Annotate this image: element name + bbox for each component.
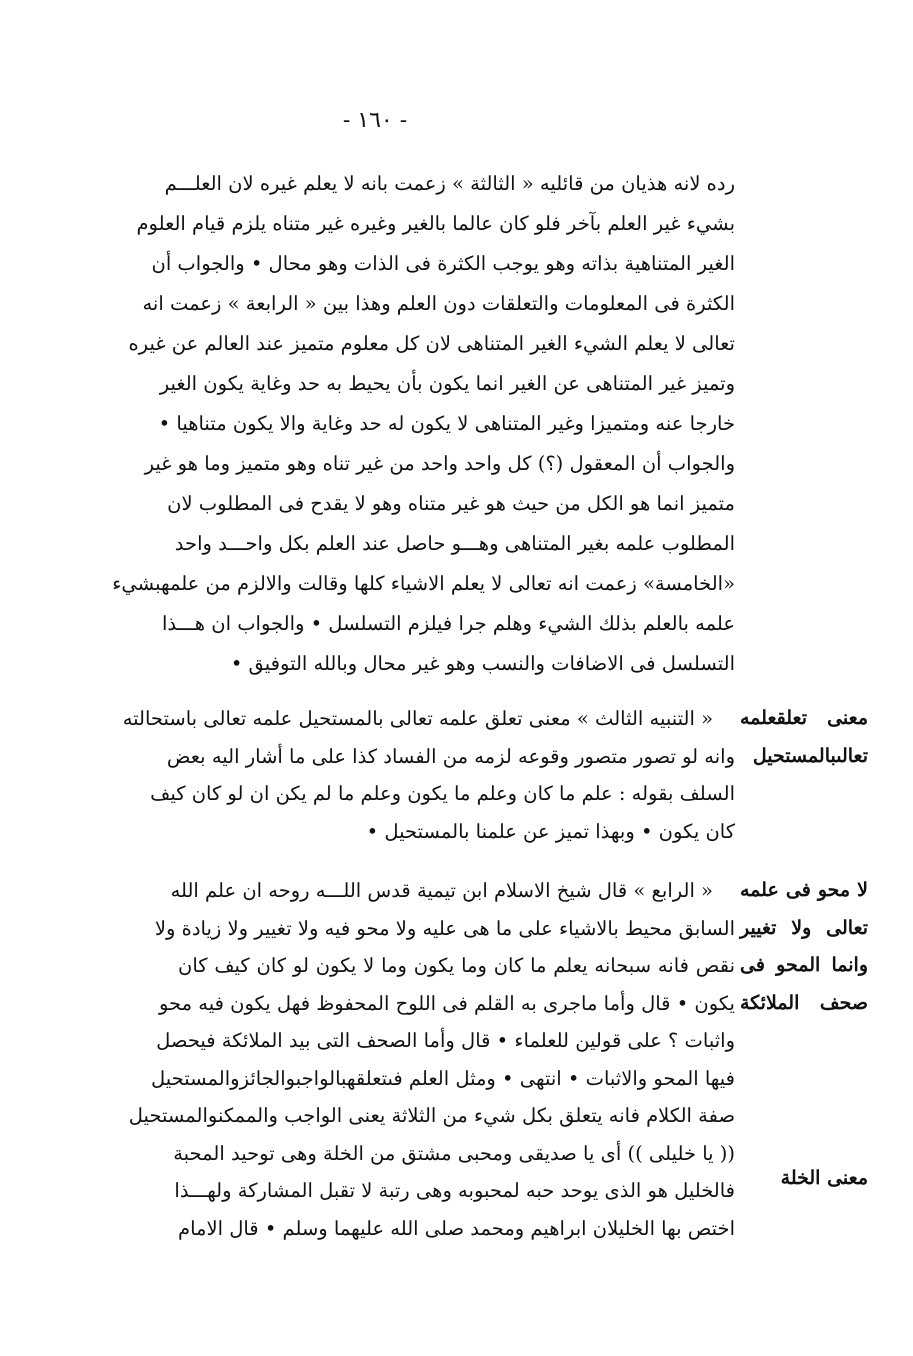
margin-note-line: صحف الملائكة — [740, 991, 868, 1014]
margin-note-line: لا محو فى علمه — [740, 879, 868, 901]
text-line: « التنبيه الثالث » معنى تعلق علمه تعالى بالمستحيل علمه تعالى باستحالته — [122, 707, 713, 730]
margin-note-line: تعالىبالمستحيل — [752, 744, 868, 767]
margin-note-1 — [740, 700, 868, 775]
text-line: التسلسل فى الاضافات والنسب وهو غير محال وبالله التوفيق • — [230, 652, 735, 675]
text-line: نقص فانه سبحانه يعلم ما كان وما يكون وما لا يكون لو كان كيف كان — [178, 954, 735, 977]
text-line: وتميز غير المتناهى عن الغير انما يكون بأن يحيط به حد وغاية يكون الغير — [159, 372, 735, 395]
text-line: فيها المحو والاثبات • انتهى • ومثل العلم فىتعلقهبالواجبوالجائزوالمستحيل — [151, 1066, 735, 1090]
text-line: السابق محيط بالاشياء على ما هى عليه ولا محو فيه ولا تغيير ولا زيادة ولا — [154, 916, 735, 940]
text-line: رده لانه هذيان من قائليه « الثالثة » زعمت بانه لا يعلم غيره لان العلـــم — [164, 172, 735, 195]
text-line: (( يا خليلى )) أى يا صديقى ومحبى مشتق من الخلة وهى توحيد المحبة — [173, 1141, 735, 1165]
page-number: - ١٦٠ - — [342, 108, 408, 133]
text-line: الغير المتناهية بذاته وهو يوجب الكثرة فى الذات وهو محال • والجواب أن — [151, 252, 735, 275]
text-line: « الرابع » قال شيخ الاسلام ابن تيمية قدس اللـــه روحه ان علم الله — [170, 879, 713, 902]
text-line: واثبات ؟ على قولين للعلماء • قال وأما الصحف التى بيد الملائكة فيحصل — [156, 1029, 735, 1052]
paragraph-tanbih-3 — [122, 700, 735, 850]
text-line: والجواب أن المعقول (؟) كل واحد واحد من غير تناه وهو متميز وما هو غير — [144, 452, 735, 475]
text-line: بشيء غير العلم بآخر فلو كان عالما بالغير وغيره غير متناه يلزم قيام العلوم — [136, 212, 735, 235]
margin-note-3 — [740, 1160, 868, 1198]
text-line: تعالى لا يعلم الشيء الغير المتناهى لان كل معلوم متميز عند العالم عن غيره — [128, 332, 735, 355]
text-line: «الخامسة» زعمت انه تعالى لا يعلم الاشياء كلها وقالت والالزم من علمهبشيء — [112, 572, 735, 595]
text-line: متميز انما هو الكل من حيث هو غير متناه وهو لا يقدح فى المطلوب لان — [167, 492, 735, 515]
text-line: صفة الكلام فانه يتعلق بكل شيء من الثلاثة يعنى الواجب والممكنوالمستحيل — [128, 1104, 735, 1127]
margin-note-line: معنى تعلقعلمه — [740, 707, 868, 729]
text-line: علمه بالعلم بذلك الشيء وهلم جرا فيلزم التسلسل • والجواب ان هـــذا — [161, 612, 735, 635]
text-line: الكثرة فى المعلومات والتعلقات دون العلم وهذا بين « الرابعة » زعمت انه — [142, 292, 735, 315]
text-line: السلف بقوله : علم ما كان وعلم ما يكون وعلم ما لم يكن ان لو كان كيف — [150, 782, 735, 805]
text-line: المطلوب علمه بغير المتناهى وهـــو حاصل عند العلم بكل واحـــد واحد — [174, 532, 735, 555]
text-line: اختص بها الخليلان ابراهيم ومحمد صلى الله عليهما وسلم • قال الامام — [178, 1216, 735, 1240]
margin-note-2 — [740, 872, 868, 1022]
margin-note-line: تعالى ولا تغيير — [740, 916, 868, 939]
margin-note-line: معنى الخلة — [780, 1167, 868, 1189]
text-line: فالخليل هو الذى يوحد حبه لمحبوبه وهى رتبة لا تقبل المشاركة ولهـــذا — [174, 1179, 735, 1202]
paragraph-1 — [112, 164, 735, 684]
text-line: يكون • قال وأما ماجرى به القلم فى اللوح المحفوظ فهل يكون فيه محو — [158, 991, 735, 1015]
text-line: وانه لو تصور متصور وقوعه لزمه من الفساد كذا على ما أشار اليه بعض — [166, 744, 735, 768]
text-line: كان يكون • وبهذا تميز عن علمنا بالمستحيل • — [366, 819, 735, 843]
text-line: خارجا عنه ومتميزا وغير المتناهى لا يكون له حد وغاية والا يكون متناهيا • — [158, 412, 735, 435]
margin-note-line: وانما المحو فى — [740, 954, 868, 976]
paragraph-rabi — [128, 872, 735, 1247]
